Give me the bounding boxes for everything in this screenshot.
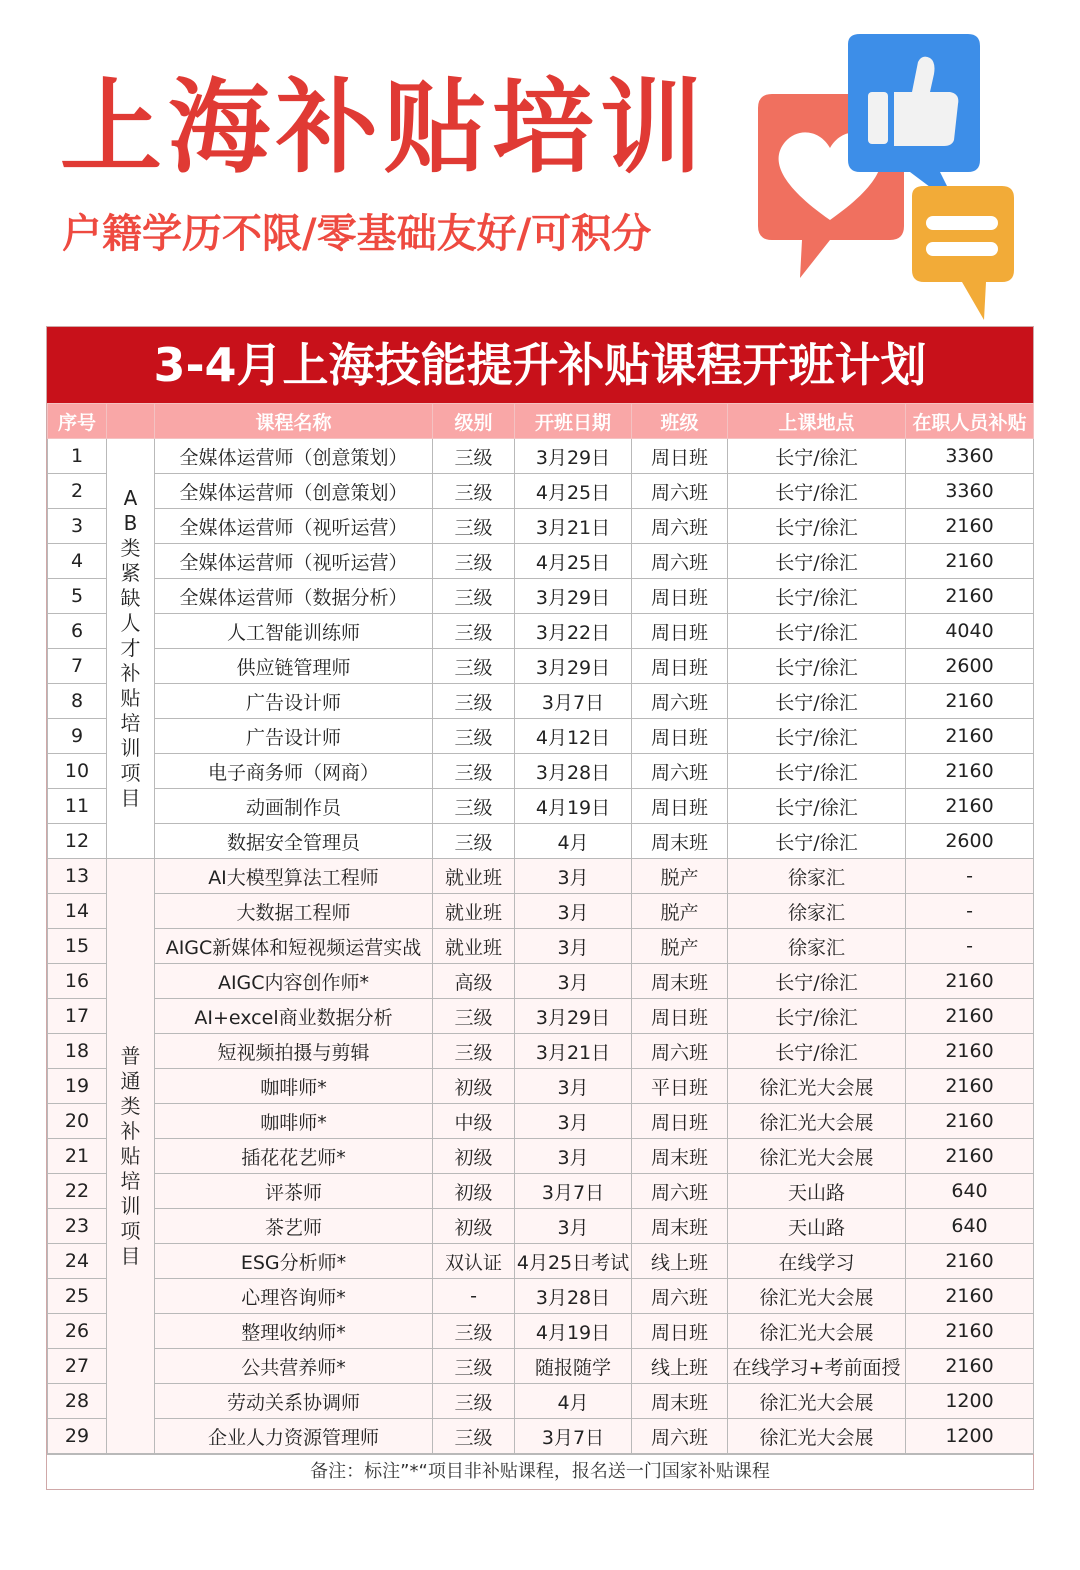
location: 长宁/徐汇: [728, 684, 906, 719]
start-date: 4月25日考试: [515, 1244, 632, 1279]
course-name: 广告设计师: [155, 684, 433, 719]
row-index: 28: [48, 1384, 107, 1419]
course-level: 三级: [433, 474, 515, 509]
location: 长宁/徐汇: [728, 824, 906, 859]
table-row: [48, 1349, 1034, 1384]
location: 徐汇光大会展: [728, 1139, 906, 1174]
table-row: [48, 1069, 1034, 1104]
row-index: 20: [48, 1104, 107, 1139]
location: 天山路: [728, 1174, 906, 1209]
location: 在线学习+考前面授: [728, 1349, 906, 1384]
subsidy-amount: 4040: [906, 614, 1034, 649]
start-date: 4月25日: [515, 474, 632, 509]
table-row: [48, 824, 1034, 859]
start-date: 4月25日: [515, 544, 632, 579]
location: 长宁/徐汇: [728, 964, 906, 999]
course-level: 高级: [433, 964, 515, 999]
subsidy-amount: 2160: [906, 1279, 1034, 1314]
location: 长宁/徐汇: [728, 474, 906, 509]
start-date: 3月29日: [515, 999, 632, 1034]
table-row: [48, 964, 1034, 999]
course-name: ESG分析师*: [155, 1244, 433, 1279]
row-index: 17: [48, 999, 107, 1034]
start-date: 3月: [515, 1209, 632, 1244]
course-level: 三级: [433, 719, 515, 754]
class-type: 周六班: [632, 1279, 728, 1314]
row-index: 29: [48, 1419, 107, 1454]
class-type: 周末班: [632, 1384, 728, 1419]
row-index: 3: [48, 509, 107, 544]
course-name: 电子商务师（网商）: [155, 754, 433, 789]
start-date: 3月21日: [515, 1034, 632, 1069]
table-row: [48, 1244, 1034, 1279]
location: 长宁/徐汇: [728, 579, 906, 614]
class-type: 周日班: [632, 1314, 728, 1349]
course-level: 三级: [433, 684, 515, 719]
course-name: AI大模型算法工程师: [155, 859, 433, 894]
course-level: 三级: [433, 824, 515, 859]
subsidy-amount: 2160: [906, 1069, 1034, 1104]
subsidy-amount: 2160: [906, 1139, 1034, 1174]
course-level: 就业班: [433, 929, 515, 964]
course-name: 评茶师: [155, 1174, 433, 1209]
start-date: 3月28日: [515, 754, 632, 789]
location: 长宁/徐汇: [728, 544, 906, 579]
location: 徐汇光大会展: [728, 1279, 906, 1314]
class-type: 线上班: [632, 1244, 728, 1279]
subsidy-amount: 3360: [906, 439, 1034, 474]
course-name: 全媒体运营师（视听运营）: [155, 509, 433, 544]
location: 长宁/徐汇: [728, 789, 906, 824]
class-type: 周末班: [632, 1139, 728, 1174]
course-level: 三级: [433, 1349, 515, 1384]
location: 徐汇光大会展: [728, 1314, 906, 1349]
schedule-grid: [47, 403, 1034, 1454]
subsidy-amount: 2160: [906, 1034, 1034, 1069]
table-row: [48, 509, 1034, 544]
table-row: [48, 754, 1034, 789]
row-index: 27: [48, 1349, 107, 1384]
category-text: 普通类补贴培训项目: [120, 1043, 141, 1268]
course-level: 三级: [433, 1419, 515, 1454]
row-index: 8: [48, 684, 107, 719]
row-index: 13: [48, 859, 107, 894]
row-index: 12: [48, 824, 107, 859]
start-date: 3月: [515, 929, 632, 964]
course-level: 三级: [433, 1034, 515, 1069]
row-index: 5: [48, 579, 107, 614]
table-row: [48, 1034, 1034, 1069]
start-date: 3月: [515, 964, 632, 999]
column-header: 课程名称: [155, 404, 433, 439]
class-type: 脱产: [632, 859, 728, 894]
table-row: [48, 614, 1034, 649]
start-date: 4月19日: [515, 789, 632, 824]
class-type: 周日班: [632, 719, 728, 754]
category-text: AB类紧缺人才补贴培训项目: [120, 486, 141, 810]
class-type: 脱产: [632, 929, 728, 964]
row-index: 6: [48, 614, 107, 649]
class-type: 周六班: [632, 1419, 728, 1454]
subsidy-amount: 2160: [906, 999, 1034, 1034]
class-type: 周六班: [632, 684, 728, 719]
start-date: 3月: [515, 1069, 632, 1104]
start-date: 3月: [515, 1139, 632, 1174]
location: 长宁/徐汇: [728, 999, 906, 1034]
message-bubble-icon: [912, 186, 1014, 320]
course-level: 三级: [433, 789, 515, 824]
course-name: 动画制作员: [155, 789, 433, 824]
category-label: [107, 859, 155, 1454]
class-type: 周六班: [632, 754, 728, 789]
table-row: [48, 999, 1034, 1034]
social-bubbles-illustration: [740, 30, 1040, 330]
location: 徐家汇: [728, 859, 906, 894]
start-date: 4月12日: [515, 719, 632, 754]
subsidy-amount: 2160: [906, 964, 1034, 999]
subsidy-amount: 1200: [906, 1419, 1034, 1454]
location: 长宁/徐汇: [728, 649, 906, 684]
table-row: [48, 1174, 1034, 1209]
course-level: 初级: [433, 1209, 515, 1244]
start-date: 3月: [515, 1104, 632, 1139]
course-level: 就业班: [433, 859, 515, 894]
start-date: 3月: [515, 859, 632, 894]
row-index: 18: [48, 1034, 107, 1069]
table-row: [48, 929, 1034, 964]
course-name: 咖啡师*: [155, 1069, 433, 1104]
course-level: 三级: [433, 1384, 515, 1419]
class-type: 周日班: [632, 789, 728, 824]
location: 在线学习: [728, 1244, 906, 1279]
subsidy-amount: 2160: [906, 1349, 1034, 1384]
course-name: 公共营养师*: [155, 1349, 433, 1384]
column-header: 序号: [48, 404, 107, 439]
subsidy-amount: 2600: [906, 649, 1034, 684]
row-index: 1: [48, 439, 107, 474]
course-name: 整理收纳师*: [155, 1314, 433, 1349]
row-index: 15: [48, 929, 107, 964]
location: 徐汇光大会展: [728, 1419, 906, 1454]
class-type: 周末班: [632, 964, 728, 999]
course-name: AIGC新媒体和短视频运营实战: [155, 929, 433, 964]
table-body: [48, 439, 1034, 1454]
course-level: 初级: [433, 1069, 515, 1104]
course-name: 广告设计师: [155, 719, 433, 754]
start-date: 3月: [515, 894, 632, 929]
course-level: 三级: [433, 579, 515, 614]
course-level: 中级: [433, 1104, 515, 1139]
subsidy-amount: 2160: [906, 1104, 1034, 1139]
course-name: 插花花艺师*: [155, 1139, 433, 1174]
table-row: [48, 859, 1034, 894]
course-name: AIGC内容创作师*: [155, 964, 433, 999]
class-type: 周末班: [632, 1209, 728, 1244]
course-level: 初级: [433, 1139, 515, 1174]
location: 长宁/徐汇: [728, 614, 906, 649]
column-header: 在职人员补贴: [906, 404, 1034, 439]
row-index: 16: [48, 964, 107, 999]
table-banner: 3-4月上海技能提升补贴课程开班计划: [47, 327, 1033, 403]
course-schedule-table: [46, 326, 1034, 1490]
row-index: 9: [48, 719, 107, 754]
row-index: 11: [48, 789, 107, 824]
table-row: [48, 1139, 1034, 1174]
page-title: 上海补贴培训: [60, 69, 708, 188]
row-index: 25: [48, 1279, 107, 1314]
subsidy-amount: 2160: [906, 579, 1034, 614]
subsidy-amount: 2160: [906, 544, 1034, 579]
class-type: 周六班: [632, 544, 728, 579]
location: 徐家汇: [728, 929, 906, 964]
course-name: 茶艺师: [155, 1209, 433, 1244]
subsidy-amount: 2160: [906, 1244, 1034, 1279]
course-level: 就业班: [433, 894, 515, 929]
start-date: 3月29日: [515, 439, 632, 474]
course-name: 劳动关系协调师: [155, 1384, 433, 1419]
course-level: 三级: [433, 649, 515, 684]
table-row: [48, 579, 1034, 614]
subsidy-amount: 3360: [906, 474, 1034, 509]
subsidy-amount: 2160: [906, 789, 1034, 824]
start-date: 3月29日: [515, 649, 632, 684]
class-type: 平日班: [632, 1069, 728, 1104]
course-name: 全媒体运营师（创意策划）: [155, 439, 433, 474]
category-label: [107, 439, 155, 859]
table-row: [48, 894, 1034, 929]
table-row: [48, 1209, 1034, 1244]
course-name: 数据安全管理员: [155, 824, 433, 859]
course-name: AI+excel商业数据分析: [155, 999, 433, 1034]
location: 徐汇光大会展: [728, 1104, 906, 1139]
row-index: 21: [48, 1139, 107, 1174]
column-header: 上课地点: [728, 404, 906, 439]
course-level: -: [433, 1279, 515, 1314]
course-name: 咖啡师*: [155, 1104, 433, 1139]
start-date: 4月: [515, 1384, 632, 1419]
class-type: 周六班: [632, 474, 728, 509]
subsidy-amount: 2160: [906, 719, 1034, 754]
table-row: [48, 1384, 1034, 1419]
location: 天山路: [728, 1209, 906, 1244]
class-type: 周日班: [632, 649, 728, 684]
class-type: 周末班: [632, 824, 728, 859]
class-type: 周日班: [632, 1104, 728, 1139]
table-row: [48, 1104, 1034, 1139]
table-row: [48, 649, 1034, 684]
start-date: 3月21日: [515, 509, 632, 544]
column-header: 班级: [632, 404, 728, 439]
start-date: 3月7日: [515, 1419, 632, 1454]
row-index: 2: [48, 474, 107, 509]
course-level: 三级: [433, 439, 515, 474]
subsidy-amount: -: [906, 929, 1034, 964]
column-header: 级别: [433, 404, 515, 439]
course-name: 全媒体运营师（创意策划）: [155, 474, 433, 509]
location: 徐汇光大会展: [728, 1384, 906, 1419]
row-index: 24: [48, 1244, 107, 1279]
table-row: [48, 544, 1034, 579]
subsidy-amount: 2160: [906, 684, 1034, 719]
column-header: 开班日期: [515, 404, 632, 439]
header-row: [48, 404, 1034, 439]
start-date: 3月7日: [515, 1174, 632, 1209]
row-index: 22: [48, 1174, 107, 1209]
start-date: 3月29日: [515, 579, 632, 614]
course-name: 短视频拍摄与剪辑: [155, 1034, 433, 1069]
course-level: 三级: [433, 1314, 515, 1349]
course-name: 人工智能训练师: [155, 614, 433, 649]
class-type: 周六班: [632, 509, 728, 544]
row-index: 4: [48, 544, 107, 579]
start-date: 4月19日: [515, 1314, 632, 1349]
start-date: 3月28日: [515, 1279, 632, 1314]
page-subtitle: 户籍学历不限/零基础友好/可积分: [62, 211, 652, 257]
table-row: [48, 1314, 1034, 1349]
class-type: 周六班: [632, 1174, 728, 1209]
course-level: 三级: [433, 754, 515, 789]
start-date: 4月: [515, 824, 632, 859]
table-row: [48, 789, 1034, 824]
start-date: 随报随学: [515, 1349, 632, 1384]
course-level: 双认证: [433, 1244, 515, 1279]
table-row: [48, 439, 1034, 474]
column-header: [107, 404, 155, 439]
subsidy-amount: 640: [906, 1174, 1034, 1209]
location: 长宁/徐汇: [728, 754, 906, 789]
row-index: 14: [48, 894, 107, 929]
row-index: 19: [48, 1069, 107, 1104]
course-level: 初级: [433, 1174, 515, 1209]
subsidy-amount: 2160: [906, 1314, 1034, 1349]
course-level: 三级: [433, 544, 515, 579]
table-row: [48, 719, 1034, 754]
course-name: 全媒体运营师（视听运营）: [155, 544, 433, 579]
course-name: 全媒体运营师（数据分析）: [155, 579, 433, 614]
start-date: 3月22日: [515, 614, 632, 649]
location: 长宁/徐汇: [728, 509, 906, 544]
table-row: [48, 684, 1034, 719]
class-type: 周日班: [632, 439, 728, 474]
table-row: [48, 1279, 1034, 1314]
location: 徐汇光大会展: [728, 1069, 906, 1104]
subsidy-amount: 640: [906, 1209, 1034, 1244]
location: 长宁/徐汇: [728, 1034, 906, 1069]
class-type: 线上班: [632, 1349, 728, 1384]
course-name: 企业人力资源管理师: [155, 1419, 433, 1454]
footnote: 备注：标注”*“项目非补贴课程，报名送一门国家补贴课程: [47, 1454, 1033, 1489]
subsidy-amount: 2160: [906, 754, 1034, 789]
course-level: 三级: [433, 999, 515, 1034]
class-type: 周六班: [632, 1034, 728, 1069]
row-index: 10: [48, 754, 107, 789]
subsidy-amount: 2600: [906, 824, 1034, 859]
table-row: [48, 474, 1034, 509]
course-name: 大数据工程师: [155, 894, 433, 929]
class-type: 周日班: [632, 999, 728, 1034]
location: 长宁/徐汇: [728, 719, 906, 754]
course-level: 三级: [433, 614, 515, 649]
class-type: 周日班: [632, 614, 728, 649]
subsidy-amount: 1200: [906, 1384, 1034, 1419]
subsidy-amount: -: [906, 894, 1034, 929]
start-date: 3月7日: [515, 684, 632, 719]
location: 徐家汇: [728, 894, 906, 929]
course-level: 三级: [433, 509, 515, 544]
course-name: 心理咨询师*: [155, 1279, 433, 1314]
location: 长宁/徐汇: [728, 439, 906, 474]
row-index: 7: [48, 649, 107, 684]
class-type: 脱产: [632, 894, 728, 929]
row-index: 23: [48, 1209, 107, 1244]
subsidy-amount: -: [906, 859, 1034, 894]
course-name: 供应链管理师: [155, 649, 433, 684]
subsidy-amount: 2160: [906, 509, 1034, 544]
class-type: 周日班: [632, 579, 728, 614]
row-index: 26: [48, 1314, 107, 1349]
table-row: [48, 1419, 1034, 1454]
